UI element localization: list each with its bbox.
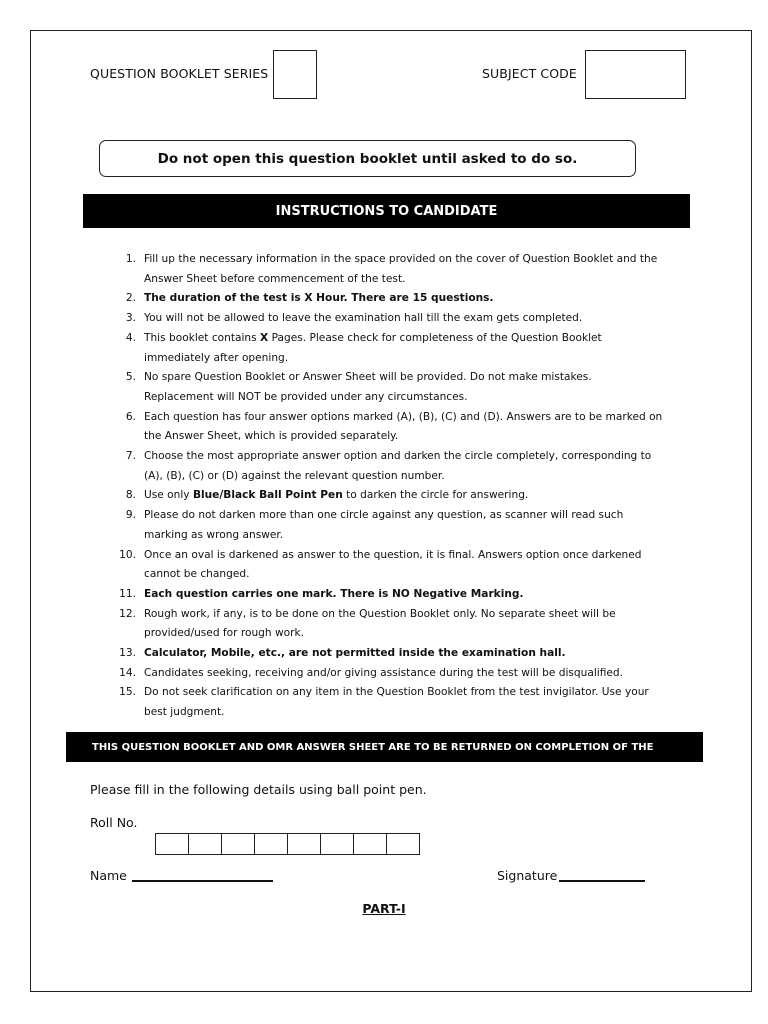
instruction-text xyxy=(144,289,678,309)
signature-label: Signature xyxy=(497,868,558,883)
instruction-item xyxy=(108,585,678,605)
instruction-item xyxy=(108,683,678,722)
instruction-item xyxy=(108,408,678,447)
subject-code-input-box[interactable] xyxy=(585,50,686,99)
instruction-number: 8. xyxy=(125,489,136,502)
instruction-text xyxy=(144,408,678,447)
instruction-line: Once an oval is darkened as answer to the question, it is final. Answers option once darkened xyxy=(144,548,642,561)
return-notice-text: THIS QUESTION BOOKLET AND OMR ANSWER SHEET ARE TO BE RETURNED ON COMPLETION OF THE xyxy=(92,741,654,753)
instruction-text xyxy=(144,329,678,368)
series-input-box[interactable] xyxy=(273,50,317,99)
instruction-text xyxy=(144,447,678,486)
instruction-line xyxy=(144,486,678,506)
instruction-text-part: This booklet contains xyxy=(144,331,261,344)
instruction-text xyxy=(144,683,678,722)
instruction-item xyxy=(108,250,678,289)
subject-code-label: SUBJECT CODE xyxy=(482,66,577,81)
instruction-text-part: Use only xyxy=(144,489,193,502)
instructions-title-bar xyxy=(83,194,690,228)
instructions-list xyxy=(108,250,678,723)
instruction-line: cannot be changed. xyxy=(144,568,250,581)
instruction-line: Replacement will NOT be provided under any circumstances. xyxy=(144,390,468,403)
instruction-number: 2. xyxy=(125,292,136,305)
instruction-line: Fill up the necessary information in the space provided on the cover of Question Booklet and the xyxy=(144,253,658,265)
instruction-item xyxy=(108,486,678,506)
instruction-text xyxy=(144,644,678,664)
instruction-line: the Answer Sheet, which is provided separately. xyxy=(144,430,399,443)
instruction-line: Do not seek clarification on any item in the Question Booklet from the test invigilator. Use your xyxy=(144,686,649,699)
roll-no-boxes xyxy=(155,833,420,855)
do-not-open-notice xyxy=(99,140,636,177)
instruction-number: 11. xyxy=(119,587,136,600)
instruction-number: 14. xyxy=(119,666,136,679)
roll-no-digit-box[interactable] xyxy=(221,833,255,855)
instruction-line: Answer Sheet before commencement of the test. xyxy=(144,272,406,285)
part-heading: PART-I xyxy=(362,901,406,916)
signature-field-line[interactable] xyxy=(559,880,645,882)
instruction-text xyxy=(144,664,678,684)
instruction-emphasis: Blue/Black Ball Point Pen xyxy=(192,489,343,502)
instruction-number: 12. xyxy=(119,607,136,620)
instruction-item xyxy=(108,329,678,368)
roll-no-digit-box[interactable] xyxy=(287,833,321,855)
instruction-text-part: Pages. Please check for completeness of the Question Booklet xyxy=(268,331,602,344)
instruction-number: 13. xyxy=(119,647,136,660)
instruction-line: marking as wrong answer. xyxy=(144,528,284,541)
return-notice-bar xyxy=(66,732,703,762)
instruction-line: immediately after opening. xyxy=(144,351,289,364)
question-booklet-series-label: QUESTION BOOKLET SERIES xyxy=(90,66,269,81)
instruction-text xyxy=(144,506,678,545)
instruction-line: Each question carries one mark. There is NO Negative Marking. xyxy=(144,587,524,600)
name-label: Name xyxy=(90,868,127,883)
instructions-title: INSTRUCTIONS TO CANDIDATE xyxy=(275,203,498,219)
instruction-text xyxy=(144,605,678,644)
instruction-line: You will not be allowed to leave the examination hall till the exam gets completed. xyxy=(144,312,583,325)
instruction-number: 1. xyxy=(125,253,136,265)
instruction-number: 7. xyxy=(125,450,136,463)
instruction-text xyxy=(144,546,678,585)
instruction-text-part: to darken the circle for answering. xyxy=(342,489,529,502)
instruction-item xyxy=(108,506,678,545)
instruction-line: Each question has four answer options marked (A), (B), (C) and (D). Answers are to be marked on xyxy=(144,410,663,423)
instruction-item xyxy=(108,289,678,309)
roll-no-digit-box[interactable] xyxy=(254,833,288,855)
instruction-number: 10. xyxy=(119,548,136,561)
instruction-line xyxy=(144,329,678,349)
instruction-item xyxy=(108,644,678,664)
instruction-line: (A), (B), (C) or (D) against the relevant question number. xyxy=(144,469,445,482)
roll-no-digit-box[interactable] xyxy=(188,833,222,855)
instruction-line: provided/used for rough work. xyxy=(144,627,304,640)
instruction-text xyxy=(144,585,678,605)
instruction-line: best judgment. xyxy=(144,706,225,719)
roll-no-digit-box[interactable] xyxy=(386,833,420,855)
instruction-text xyxy=(144,250,678,289)
instruction-number: 6. xyxy=(125,410,136,423)
instruction-line: Choose the most appropriate answer option and darken the circle completely, corresponding to xyxy=(144,450,652,463)
roll-no-label: Roll No. xyxy=(90,815,138,830)
instruction-line: Rough work, if any, is to be done on the Question Booklet only. No separate sheet will be xyxy=(144,607,616,620)
instruction-line: The duration of the test is X Hour. There are 15 questions. xyxy=(144,292,494,305)
roll-no-digit-box[interactable] xyxy=(155,833,189,855)
instruction-emphasis: X xyxy=(260,331,269,344)
instruction-number: 4. xyxy=(125,331,136,344)
instruction-number: 9. xyxy=(125,509,136,522)
instruction-line: Candidates seeking, receiving and/or giving assistance during the test will be disqualified. xyxy=(144,666,624,679)
instruction-text xyxy=(144,368,678,407)
roll-no-digit-box[interactable] xyxy=(320,833,354,855)
roll-no-digit-box[interactable] xyxy=(353,833,387,855)
instruction-number: 3. xyxy=(125,312,136,325)
instruction-number: 15. xyxy=(119,686,136,699)
instruction-item xyxy=(108,546,678,585)
instruction-item xyxy=(108,664,678,684)
instruction-item xyxy=(108,309,678,329)
instruction-item xyxy=(108,368,678,407)
name-field-line[interactable] xyxy=(132,880,273,882)
instruction-number: 5. xyxy=(125,371,136,384)
instruction-line: Please do not darken more than one circle against any question, as scanner will read such xyxy=(144,509,624,522)
notice-text: Do not open this question booklet until asked to do so. xyxy=(157,150,578,167)
instruction-item xyxy=(108,605,678,644)
instruction-line: No spare Question Booklet or Answer Sheet will be provided. Do not make mistakes. xyxy=(144,371,592,384)
instruction-text xyxy=(144,309,678,329)
fill-details-instruction: Please fill in the following details using ball point pen. xyxy=(90,782,427,797)
instruction-item xyxy=(108,447,678,486)
instruction-line: Calculator, Mobile, etc., are not permitted inside the examination hall. xyxy=(144,647,566,660)
instruction-text xyxy=(144,486,678,506)
